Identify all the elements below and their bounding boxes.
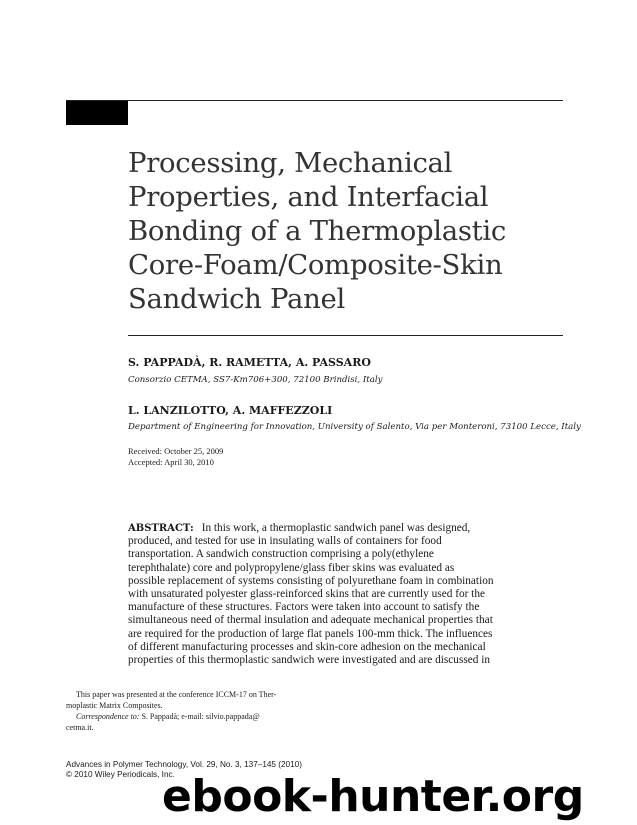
title-line: Properties, and Interfacial [128, 181, 489, 213]
abstract [128, 522, 568, 667]
article-title [128, 146, 568, 316]
footnote-line: This paper was presented at the conference ICCM-17 on Ther- [76, 690, 277, 699]
footnote-line: moplastic Matrix Composites. [66, 701, 163, 710]
journal-citation: Advances in Polymer Technology, Vol. 29, No. 3, 137–145 (2010) [66, 760, 302, 769]
abstract-text: In this work, a thermoplastic sandwich panel was designed, [201, 522, 471, 534]
title-line: Sandwich Panel [128, 283, 345, 315]
title-line: Processing, Mechanical [128, 147, 453, 179]
title-divider [128, 335, 563, 336]
correspondence-text: S. Pappadà; e-mail: silvio.pappada@ [139, 712, 260, 721]
footnote [66, 689, 306, 733]
abstract-line: properties of this thermoplastic sandwich were investigated and are discussed in [128, 654, 491, 667]
abstract-line: simultaneous need of thermal insulation and adequate mechanical properties that [128, 614, 493, 627]
abstract-label: ABSTRACT: [128, 523, 194, 534]
abstract-line [128, 522, 568, 535]
title-line: Core-Foam/Composite-Skin [128, 249, 503, 281]
abstract-line: with unsaturated polyester glass-reinforced skins that are currently used for the [128, 588, 485, 601]
top-rule [66, 100, 563, 101]
abstract-line: transportation. A sandwich construction comprising a poly(ethylene [128, 548, 434, 561]
title-line: Bonding of a Thermoplastic [128, 215, 507, 247]
abstract-line: terephthalate) core and polypropylene/glass fiber skins was evaluated as [128, 561, 455, 574]
article-dates [128, 446, 223, 468]
affiliation-1: Consorzio CETMA, SS7-Km706+300, 72100 Brindisi, Italy [128, 375, 383, 385]
abstract-line: of different manufacturing processes and skin-core adhesion on the mechanical [128, 640, 486, 653]
section-tab-block [66, 101, 128, 125]
affiliation-2: Department of Engineering for Innovation, University of Salento, Via per Monteroni, 73100 Lecce, Italy [128, 422, 581, 432]
received-date: Received: October 25, 2009 [128, 446, 224, 456]
footnote-line: cetma.it. [66, 723, 94, 732]
correspondence-label: Correspondence to: [76, 712, 140, 721]
accepted-date: Accepted: April 30, 2010 [128, 457, 214, 467]
abstract-line: produced, and tested for use in insulating walls of containers for food [128, 535, 442, 548]
authors-group-1: S. PAPPADÀ, R. RAMETTA, A. PASSARO [128, 356, 371, 369]
authors-group-2: L. LANZILOTTO, A. MAFFEZZOLI [128, 404, 333, 417]
correspondence-line [66, 711, 306, 722]
abstract-line: manufacture of these structures. Factors were taken into account to satisfy the [128, 601, 480, 614]
watermark-text: ebook-hunter.org [162, 771, 584, 822]
abstract-line: possible replacement of systems consisting of polyurethane foam in combination [128, 574, 494, 587]
journal-copyright: © 2010 Wiley Periodicals, Inc. [66, 770, 175, 779]
abstract-line: are required for the production of large flat panels 100-mm thick. The influences [128, 627, 493, 640]
